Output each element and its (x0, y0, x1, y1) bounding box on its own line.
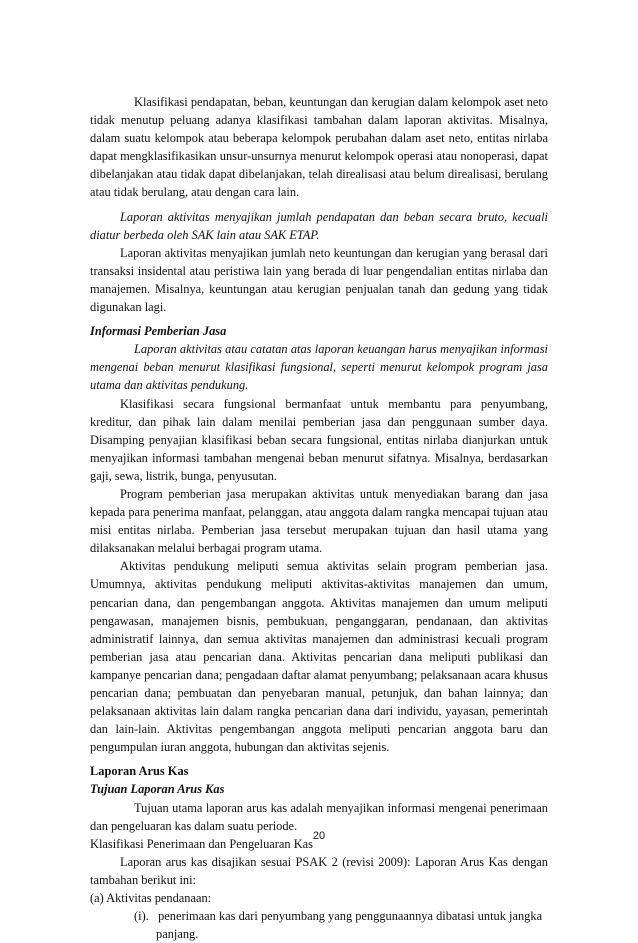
paragraph-gross-presentation: Laporan aktivitas menyajikan jumlah pendapatan dan beban secara bruto, kecuali diatur berbeda oleh SAK lain atau SAK ETAP. (90, 209, 548, 242)
paragraph-cash-flow-purpose: Tujuan utama laporan arus kas adalah menyajikan informasi mengenai penerimaan dan pengeluaran kas dalam suatu periode. (90, 800, 548, 833)
paragraph-psak2: Laporan arus kas disajikan sesuai PSAK 2 (revisi 2009): Laporan Arus Kas dengan tambahan berikut ini: (90, 854, 548, 887)
heading-cash-flow-purpose: Tujuan Laporan Arus Kas (90, 782, 225, 797)
heading-service-information: Informasi Pemberian Jasa (90, 324, 227, 339)
list-item-financing-activities: (a) Aktivitas pendanaan: (90, 891, 212, 906)
page-body (90, 93, 548, 943)
paragraph-net-gains: Laporan aktivitas menyajikan jumlah neto keuntungan dan kerugian yang berasal dari transaksi insidental atau peristiwa lain yang berada di luar pengendalian entitas nirlaba dan manajemen. Misalnya, keuntungan atau kerugian penjualan tanah dan gedung yang tidak digunakan lagi. (90, 245, 548, 315)
paragraph-cash-classification: Klasifikasi Penerimaan dan Pengeluaran Kas (90, 836, 313, 851)
page-number: 20 (312, 830, 326, 842)
heading-cash-flow-statement: Laporan Arus Kas (90, 764, 189, 779)
paragraph-classification: Klasifikasi pendapatan, beban, keuntungan dan kerugian dalam kelompok aset neto tidak menutup peluang adanya klasifikasi tambahan dalam laporan aktivitas. Misalnya, dalam suatu kelompok atau beberapa kelompok perubahan dalam aset neto, entitas nirlaba dapat mengklasifikasikan unsur-unsurnya menurut kelompok operasi atau nonoperasi, dapat dibelanjakan atau tidak dapat dibelanjakan, telah direalisasi atau belum direalisasi, berulang atau tidak berulang, atau dengan cara lain. (90, 95, 548, 200)
paragraph-supporting-activities: Aktivitas pendukung meliputi semua aktivitas selain program pemberian jasa. Umumnya, aktivitas pendukung meliputi aktivitas-aktivitas manajemen dan umum, pencarian dana, dan pengembangan anggota. Aktivitas manajemen dan umum meliputi pengawasan, manajemen bisnis, pembukuan, penganggaran, pendanaan, dan aktivitas administratif lainnya, dan semua aktivitas manajemen dan administrasi kecuali program pemberian jasa atau pencarian dana. Aktivitas pencarian dana meliputi publikasi dan kampanye pencarian dana; pengadaan daftar alamat penyumbang; pelaksanaan acara khusus pencarian dana; pembuatan dan penyebaran manual, petunjuk, dan bahan lainnya; dan pelaksanaan aktivitas lain dalam rangka pencarian dana dari individu, yayasan, pemerintah dan lain-lain. Aktivitas pengembangan anggota meliputi pencarian anggota baru dan pengumpulan iuran anggota, hubungan dan aktivitas sejenis. (90, 559, 548, 755)
paragraph-functional-expenses: Laporan aktivitas atau catatan atas laporan keuangan harus menyajikan informasi mengenai beban menurut klasifikasi fungsional, seperti menurut kelompok program jasa utama dan aktivitas pendukung. (90, 342, 548, 393)
paragraph-functional-classification: Klasifikasi secara fungsional bermanfaat untuk membantu para penyumbang, kreditur, dan pihak lain dalam menilai pemberian jasa dan penggunaan sumber daya. Disamping penyajian klasifikasi beban secara fungsional, entitas nirlaba dianjurkan untuk menyajikan informasi tambahan mengenai beban menurut sifatnya. Misalnya, berdasarkan gaji, sewa, listrik, bunga, penyusutan. (90, 396, 548, 483)
paragraph-service-program: Program pemberian jasa merupakan aktivitas untuk menyediakan barang dan jasa kepada para penerima manfaat, pelanggan, atau anggota dalam rangka mencapai tujuan atau misi entitas nirlaba. Pemberian jasa tersebut merupakan tujuan dan hasil utama yang dilaksanakan melalui berbagai program utama. (90, 486, 548, 556)
list-item-donor-receipts: (i). penerimaan kas dari penyumbang yang penggunaannya dibatasi untuk jangka panjang. (134, 909, 543, 942)
